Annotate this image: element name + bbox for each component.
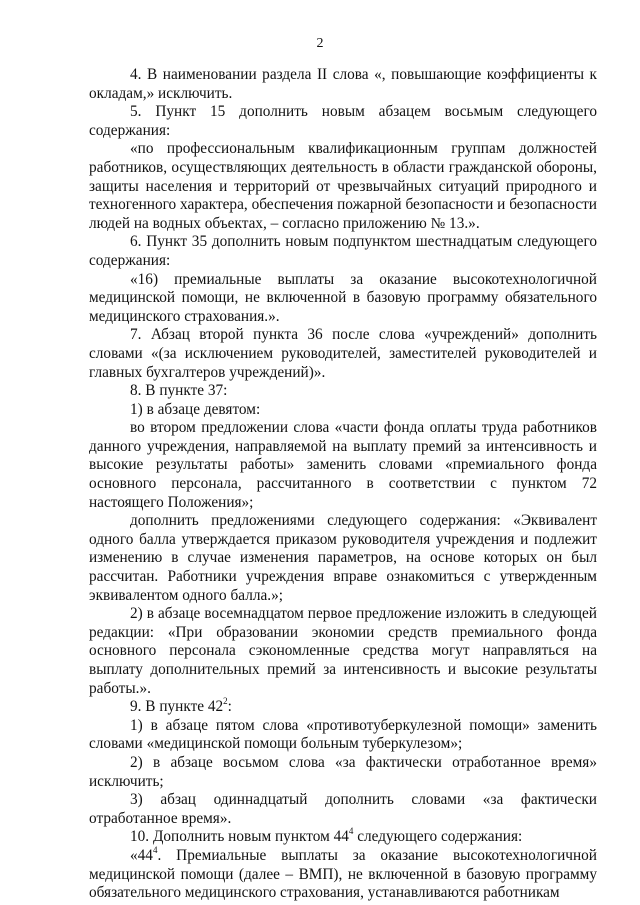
paragraph: «по профессиональным квалификационным группам должностей работников, осуществляющих деятельность в области гражданской обороны, защиты населения и территорий от чрезвычайных ситуаций природного и техногенного характера, обеспечения пожарной безопасности и безопасности людей на водных объектах, – согласно приложению № 13.».: [89, 140, 597, 232]
superscript-index: 4: [348, 826, 354, 837]
superscript-index: 4: [152, 844, 158, 855]
paragraph-text: :: [227, 698, 232, 716]
paragraph: 6. Пункт 35 дополнить новым подпунктом шестнадцатым следующего содержания:: [89, 233, 597, 269]
paragraph: 7. Абзац второй пункта 36 после слова «учреждений» дополнить словами «(за исключением руководителей, заместителей руководителей и главных бухгалтеров учреждений)».: [89, 326, 597, 381]
paragraph: 8. В пункте 37:: [130, 382, 228, 400]
paragraph: [89, 844, 597, 903]
paragraph: 1) в абзаце пятом слова «противотуберкулезной помощи» заменить словами «медицинской помощи больным туберкулезом»;: [89, 716, 597, 753]
paragraph: 5. Пункт 15 дополнить новым абзацем восьмым следующего содержания:: [89, 103, 597, 139]
paragraph: [89, 698, 597, 717]
paragraph-text: 10. Дополнить новым пунктом 44: [130, 828, 349, 846]
paragraph: 2) в абзаце восьмом слова «за фактически отработанное время» исключить;: [89, 753, 597, 790]
paragraph: [89, 828, 597, 847]
page-number: 2: [316, 36, 324, 51]
superscript-index: 2: [223, 696, 228, 707]
paragraph: 4. В наименовании раздела II слова «, повышающие коэффициенты к окладам,» исключить.: [89, 66, 597, 102]
paragraph: дополнить предложениями следующего содержания: «Эквивалент одного балла утверждается приказом руководителя учреждения и подлежит изменению в случае изменения параметров, на основе которых он был рассчитан. Работники учреждения вправе ознакомиться с утвержденным эквивалентом одного балла.»;: [89, 512, 597, 604]
paragraph: во втором предложении слова «части фонда оплаты труда работников данного учреждения, направляемой на выплату премий за интенсивность и высокие результаты работы» заменить словами «премиального фонда основного персонала, рассчитанного в соответствии с пунктом 72 настоящего Положения»;: [89, 419, 597, 511]
paragraph-text: «44: [130, 846, 153, 864]
paragraph-text: . Премиальные выплаты за оказание высокотехнологичной медицинской помощи (далее – ВМП), не включенной в базовую программу обязательного медицинского страхования, устанавливаются работникам: [89, 846, 597, 902]
document-body: [89, 66, 597, 903]
paragraph: 2) в абзаце восемнадцатом первое предложение изложить в следующей редакции: «При образовании экономии средств премиального фонда основного персонала сэкономленные средства могут направляться на выплату дополнительных премий за интенсивность и высокие результаты работы.».: [89, 605, 597, 697]
paragraph: 1) в абзаце девятом:: [130, 400, 261, 418]
paragraph-text: следующего содержания:: [353, 828, 523, 846]
paragraph: 3) абзац одиннадцатый дополнить словами «за фактически отработанное время».: [89, 791, 597, 827]
paragraph-text: 9. В пункте 42: [130, 698, 224, 716]
paragraph: «16) премиальные выплаты за оказание высокотехнологичной медицинской помощи, не включенной в базовую программу обязательного медицинского страхования.».: [89, 270, 597, 325]
